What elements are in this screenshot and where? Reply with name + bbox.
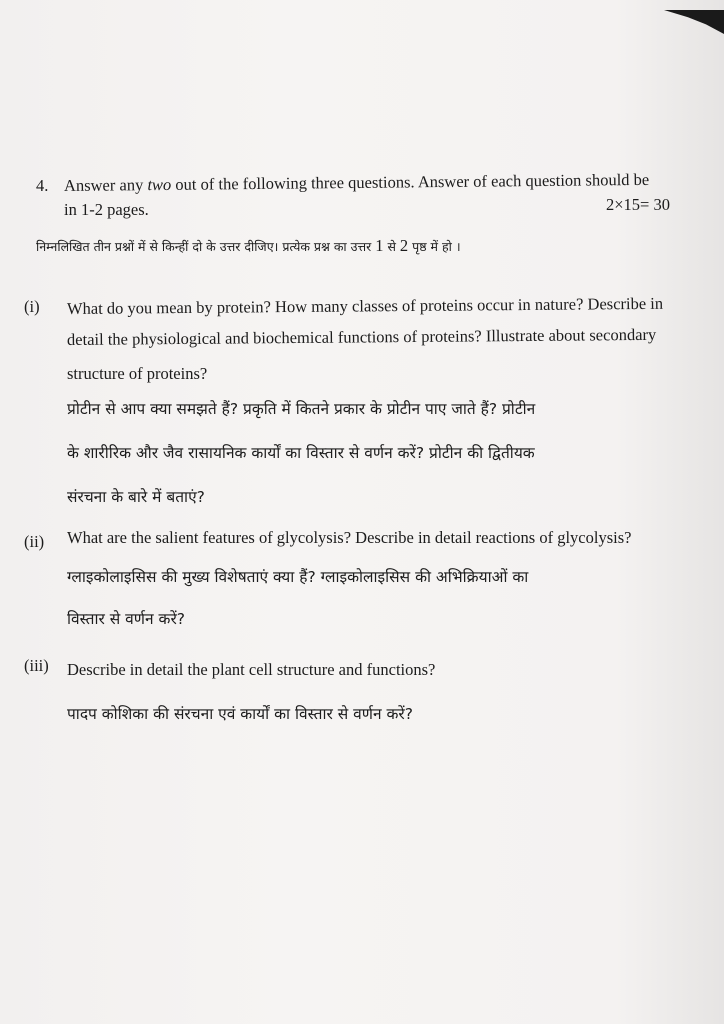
instruction-line-2: in 1-2 pages. — [64, 200, 149, 219]
scan-shadow-corner — [664, 10, 724, 34]
subquestion-english-line: structure of proteins? — [67, 364, 208, 383]
subquestion-hindi-line: ग्लाइकोलाइसिस की मुख्य विशेषताएं क्या हैं? ग्लाइकोलाइसिस की अभिक्रियाओं का — [67, 568, 529, 586]
hindi-text: निम्नलिखित तीन प्रश्नों में से किन्हीं दो के उत्तर दीजिए। प्रत्येक प्रश्न का उत्तर — [36, 239, 376, 254]
subquestion-english-line: Describe in detail the plant cell structure and functions? — [67, 660, 436, 679]
hindi-number: 1 — [375, 236, 384, 255]
hindi-text: पृष्ठ में हो । — [408, 239, 461, 254]
instruction-line-1 — [64, 170, 649, 196]
instruction-text: Answer any — [63, 175, 148, 195]
hindi-number: 2 — [399, 236, 409, 255]
instruction-hindi — [36, 236, 461, 256]
subquestion-hindi-line: के शारीरिक और जैव रासायनिक कार्यों का विस्तार से वर्णन करें? प्रोटीन की द्वितीयक — [67, 444, 535, 462]
subquestion-label: (ii) — [24, 532, 45, 551]
subquestion-english-line: What do you mean by protein? How many classes of proteins occur in nature? Describe in — [66, 293, 664, 318]
subquestion-label: (i) — [24, 297, 40, 316]
instruction-italic: two — [147, 174, 172, 195]
subquestion-hindi-line: संरचना के बारे में बताएं? — [67, 488, 205, 506]
subquestion-hindi-line: पादप कोशिका की संरचना एवं कार्यों का विस्तार से वर्णन करें? — [67, 705, 413, 723]
hindi-text: से — [383, 239, 400, 254]
subquestion-english-line: detail the physiological and biochemical functions of proteins? Illustrate about secondary — [66, 324, 657, 349]
marks: 2×15= 30 — [606, 195, 670, 214]
question-number: 4. — [36, 176, 49, 195]
subquestion-hindi-line: प्रोटीन से आप क्या समझते हैं? प्रकृति में कितने प्रकार के प्रोटीन पाए जाते हैं? प्रोटीन — [67, 400, 536, 418]
subquestion-hindi-line: विस्तार से वर्णन करें? — [67, 610, 186, 628]
subquestion-english-line: What are the salient features of glycolysis? Describe in detail reactions of glycolysis? — [67, 528, 632, 547]
instruction-text: out of the following three questions. Answer of each question should be — [171, 169, 650, 194]
subquestion-label: (iii) — [24, 656, 49, 675]
